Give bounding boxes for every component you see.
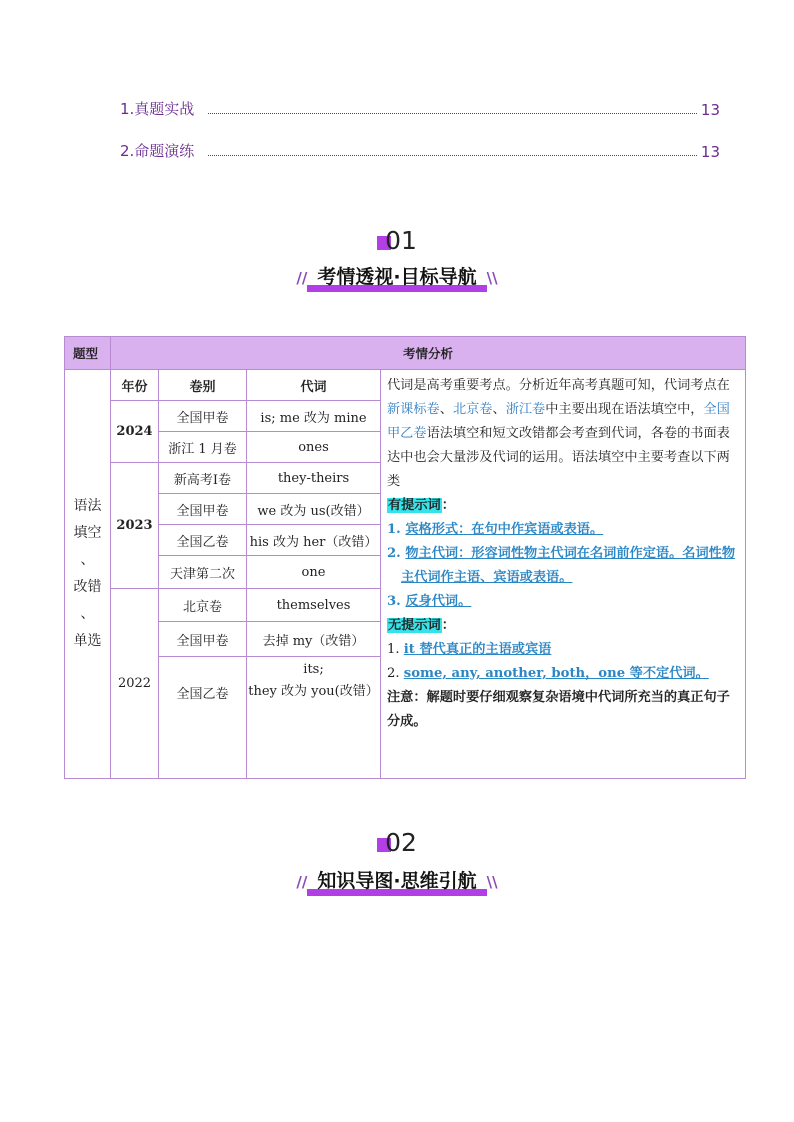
header-type: 题型 <box>65 337 111 370</box>
section-number: 02 <box>0 828 794 857</box>
pronoun-cell: they-theirs <box>247 463 381 494</box>
toc-label: 2.命题演练 <box>120 142 195 160</box>
pronoun-cell: 去掉 my（改错） <box>247 622 381 657</box>
paper-cell: 全国乙卷 <box>159 657 247 779</box>
pronoun-cell: ones <box>247 432 381 463</box>
subheader-year: 年份 <box>111 370 159 401</box>
pronoun-cell: one <box>247 556 381 589</box>
nohint-item: 1. it 替代真正的主语或宾语 <box>387 642 552 657</box>
paper-cell: 全国甲卷 <box>159 494 247 525</box>
hint-item: 3. 反身代词。 <box>387 594 472 609</box>
pronoun-cell: is; me 改为 mine <box>247 401 381 432</box>
section-number: 01 <box>0 226 794 255</box>
analysis-note: 注意：解题时要仔细观察复杂语境中代词所充当的真正句子分成。 <box>387 690 730 729</box>
year-cell: 2024 <box>111 401 159 463</box>
slash-decoration: \\ <box>486 873 498 891</box>
toc-leader <box>208 155 697 156</box>
paper-cell: 全国乙卷 <box>159 525 247 556</box>
header-analysis: 考情分析 <box>111 337 746 370</box>
paper-cell: 天津第二次 <box>159 556 247 589</box>
paper-cell: 全国甲卷 <box>159 622 247 657</box>
year-cell: 2023 <box>111 463 159 589</box>
exam-analysis-table <box>64 336 746 779</box>
year-cell: 2022 <box>111 589 159 779</box>
pronoun-cell: we 改为 us(改错） <box>247 494 381 525</box>
slash-decoration: \\ <box>486 269 498 287</box>
toc-entry-2[interactable] <box>120 140 720 161</box>
toc-page: 13 <box>700 143 720 161</box>
paper-cell: 浙江 1 月卷 <box>159 432 247 463</box>
paper-cell: 北京卷 <box>159 589 247 622</box>
nohint-item: 2. some, any, another, both，one 等不定代词。 <box>387 666 709 681</box>
pronoun-cell: its; they 改为 you(改错） <box>247 657 381 779</box>
subheader-paper: 卷别 <box>159 370 247 401</box>
hint-item: 2. 物主代词：形容词性物主代词在名词前作定语。名词性物主代词作主语、宾语或表语。 <box>387 546 736 585</box>
analysis-cell <box>381 370 746 779</box>
nohint-label: 无提示词： <box>388 618 455 633</box>
analysis-intro: 代词是高考重要考点。分析近年高考真题可知，代词考点在新课标卷、北京卷、浙江卷中主要出现在语法填空中，全国甲乙卷语法填空和短文改错都会考查到代词，各卷的书面表达中也会大量涉及代词的运用。语法填空中主要考查以下两类 <box>387 378 730 489</box>
paper-cell: 全国甲卷 <box>159 401 247 432</box>
hint-item: 1. 宾格形式：在句中作宾语或表语。 <box>387 522 604 537</box>
slash-decoration: // <box>296 269 308 287</box>
pronoun-cell: his 改为 her（改错） <box>247 525 381 556</box>
paper-cell: 新高考Ⅰ卷 <box>159 463 247 494</box>
subheader-pronoun: 代词 <box>247 370 381 401</box>
hint-label: 有提示词： <box>388 498 455 513</box>
category-cell: 语法 填空 、 改错 、 单选 <box>65 370 111 779</box>
toc-entry-1[interactable] <box>120 98 720 119</box>
section-title: // 考情透视·目标导航 \\ <box>0 262 794 289</box>
slash-decoration: // <box>296 873 308 891</box>
toc-leader <box>208 113 697 114</box>
toc-label: 1.真题实战 <box>120 100 195 118</box>
toc-page: 13 <box>700 101 720 119</box>
pronoun-cell: themselves <box>247 589 381 622</box>
section-title: // 知识导图·思维引航 \\ <box>0 866 794 893</box>
